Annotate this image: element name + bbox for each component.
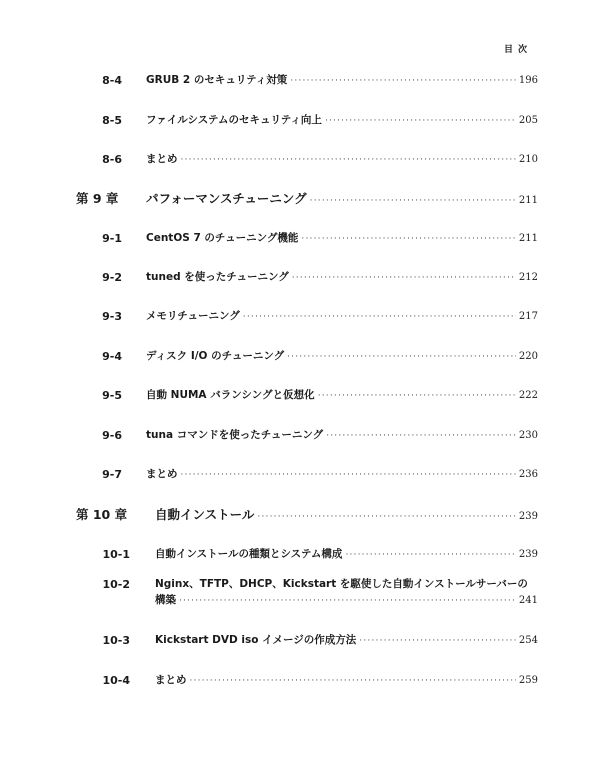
section-number: 9-6 bbox=[102, 429, 122, 442]
page-header-label: 目次 bbox=[503, 45, 532, 55]
dot-leader bbox=[292, 272, 516, 285]
section-title: ディスク I/O のチューニング bbox=[146, 350, 285, 362]
section-number: 10-1 bbox=[102, 548, 130, 561]
dot-leader bbox=[257, 511, 516, 524]
page-number: 222 bbox=[518, 390, 538, 401]
page-number: 212 bbox=[518, 272, 538, 283]
dot-leader bbox=[243, 311, 516, 324]
chapter-title: 自動インストール bbox=[155, 507, 255, 522]
section-number: 9-1 bbox=[102, 232, 122, 245]
chapter-number: 第 10 章 bbox=[76, 507, 128, 522]
dot-leader bbox=[190, 675, 516, 688]
dot-leader bbox=[345, 549, 515, 562]
section-number: 8-5 bbox=[102, 114, 122, 127]
dot-leader bbox=[318, 390, 516, 403]
section-number: 10-3 bbox=[102, 634, 130, 647]
section-title-line1: Nginx、TFTP、DHCP、Kickstart を駆使した自動インストールサーバーの bbox=[155, 578, 528, 590]
section-title-line2: 構築 bbox=[155, 594, 176, 606]
page-number: 241 bbox=[518, 595, 538, 606]
section-number: 9-2 bbox=[102, 271, 122, 284]
page-number: 239 bbox=[518, 511, 538, 522]
page-number: 239 bbox=[518, 549, 538, 560]
section-title: まとめ bbox=[146, 468, 178, 480]
section-number: 9-5 bbox=[102, 389, 122, 402]
page-number: 220 bbox=[518, 351, 538, 362]
dot-leader bbox=[325, 115, 516, 128]
dot-leader bbox=[181, 469, 516, 482]
section-number: 8-6 bbox=[102, 153, 122, 166]
chapter-number: 第 9 章 bbox=[76, 191, 119, 206]
dot-leader bbox=[326, 430, 516, 443]
dot-leader bbox=[290, 75, 516, 88]
section-title: まとめ bbox=[146, 153, 178, 165]
section-title: tuna コマンドを使ったチューニング bbox=[146, 429, 324, 441]
page-number: 217 bbox=[518, 311, 538, 322]
page-number: 230 bbox=[518, 430, 538, 441]
dot-leader bbox=[287, 351, 516, 364]
section-title: メモリチューニング bbox=[146, 310, 240, 322]
section-number: 9-3 bbox=[102, 310, 122, 323]
section-title: まとめ bbox=[155, 674, 187, 686]
dot-leader bbox=[301, 233, 516, 246]
section-number: 8-4 bbox=[102, 74, 122, 87]
section-title: Kickstart DVD iso イメージの作成方法 bbox=[155, 634, 357, 646]
section-title: 自動インストールの種類とシステム構成 bbox=[155, 548, 343, 560]
section-title: ファイルシステムのセキュリティ向上 bbox=[146, 114, 322, 126]
page-number: 259 bbox=[518, 675, 538, 686]
section-number: 9-4 bbox=[102, 350, 122, 363]
section-title: CentOS 7 のチューニング機能 bbox=[146, 232, 299, 244]
page-number: 205 bbox=[518, 115, 538, 126]
page-number: 210 bbox=[518, 154, 538, 165]
section-number: 10-4 bbox=[102, 674, 130, 687]
dot-leader bbox=[179, 595, 516, 608]
dot-leader bbox=[359, 635, 516, 648]
page-number: 196 bbox=[518, 75, 538, 86]
section-number: 9-7 bbox=[102, 468, 122, 481]
section-title: GRUB 2 のセキュリティ対策 bbox=[146, 74, 288, 86]
section-title: tuned を使ったチューニング bbox=[146, 271, 289, 283]
section-number: 10-2 bbox=[102, 578, 130, 591]
page-number: 236 bbox=[518, 469, 538, 480]
dot-leader bbox=[310, 195, 516, 208]
dot-leader bbox=[181, 154, 516, 167]
chapter-title: パフォーマンスチューニング bbox=[146, 191, 307, 206]
page-number: 211 bbox=[518, 195, 538, 206]
page-number: 254 bbox=[518, 635, 538, 646]
page-number: 211 bbox=[518, 233, 538, 244]
section-title: 自動 NUMA バランシングと仮想化 bbox=[146, 389, 315, 401]
